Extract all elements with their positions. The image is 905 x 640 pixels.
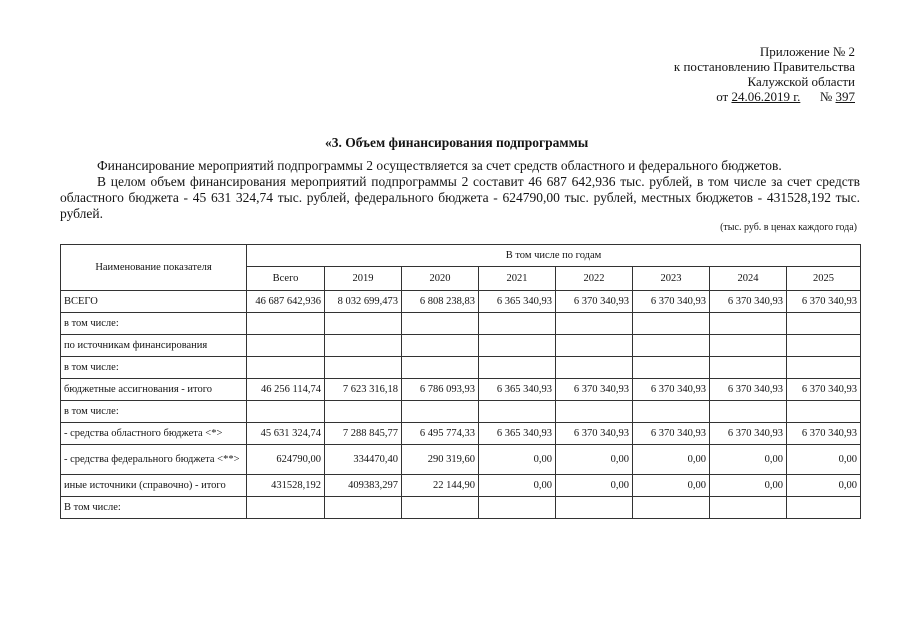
table-cell: 6 370 340,93 xyxy=(633,291,710,313)
header-col-5: 2023 xyxy=(633,267,710,291)
table-cell xyxy=(556,357,633,379)
table-cell: 6 786 093,93 xyxy=(402,379,479,401)
table-cell: 0,00 xyxy=(556,475,633,497)
table-cell: 0,00 xyxy=(787,475,861,497)
table-cell: 7 623 316,18 xyxy=(325,379,402,401)
table-cell: 7 288 845,77 xyxy=(325,423,402,445)
table-cell: 0,00 xyxy=(633,475,710,497)
table-row xyxy=(61,379,861,401)
table-cell: 6 370 340,93 xyxy=(556,423,633,445)
table-cell xyxy=(247,313,325,335)
table-cell xyxy=(633,313,710,335)
table-cell xyxy=(556,313,633,335)
table-cell: 6 370 340,93 xyxy=(710,379,787,401)
table-row xyxy=(61,497,861,519)
table-cell xyxy=(402,357,479,379)
unit-note: (тыс. руб. в ценах каждого года) xyxy=(720,222,857,233)
table-cell: 6 495 774,33 xyxy=(402,423,479,445)
table-cell: 6 365 340,93 xyxy=(479,423,556,445)
header-col-3: 2021 xyxy=(479,267,556,291)
decree-number: 397 xyxy=(835,89,855,104)
table-row xyxy=(61,423,861,445)
row-label: - средства федерального бюджета <**> xyxy=(61,445,247,475)
appendix-decree: к постановлению Правительства xyxy=(673,59,855,74)
row-label: в том числе: xyxy=(61,357,247,379)
row-label: - средства областного бюджета <*> xyxy=(61,423,247,445)
header-col-4: 2022 xyxy=(556,267,633,291)
table-cell: 0,00 xyxy=(556,445,633,475)
table-cell: 6 370 340,93 xyxy=(556,379,633,401)
table-cell xyxy=(325,401,402,423)
table-cell xyxy=(247,401,325,423)
row-label: В том числе: xyxy=(61,497,247,519)
table-cell xyxy=(633,497,710,519)
table-cell xyxy=(710,357,787,379)
table-cell: 0,00 xyxy=(710,445,787,475)
decree-date: 24.06.2019 г. xyxy=(731,89,801,104)
table-row xyxy=(61,335,861,357)
table-cell xyxy=(325,313,402,335)
table-row xyxy=(61,357,861,379)
table-cell xyxy=(787,357,861,379)
table-cell xyxy=(556,401,633,423)
table-cell: 6 365 340,93 xyxy=(479,291,556,313)
table-cell xyxy=(710,401,787,423)
row-label: по источникам финансирования xyxy=(61,335,247,357)
header-col-6: 2024 xyxy=(710,267,787,291)
table-cell: 0,00 xyxy=(479,445,556,475)
table-cell xyxy=(633,335,710,357)
table-row xyxy=(61,475,861,497)
table-row xyxy=(61,401,861,423)
table-cell xyxy=(787,335,861,357)
table-cell: 334470,40 xyxy=(325,445,402,475)
table-cell: 6 808 238,83 xyxy=(402,291,479,313)
table-cell xyxy=(710,313,787,335)
table-row xyxy=(61,445,861,475)
table-cell xyxy=(479,313,556,335)
financing-table xyxy=(60,244,861,519)
table-cell: 22 144,90 xyxy=(402,475,479,497)
table-cell xyxy=(479,335,556,357)
date-prefix: от xyxy=(716,89,729,104)
table-cell xyxy=(556,335,633,357)
paragraph-financing-sources: Финансирование мероприятий подпрограммы 2 осуществляется за счет средств областного и федерального бюджетов. xyxy=(97,158,782,173)
table-cell: 290 319,60 xyxy=(402,445,479,475)
table-cell xyxy=(402,401,479,423)
table-cell: 6 365 340,93 xyxy=(479,379,556,401)
table-cell xyxy=(402,335,479,357)
table-cell xyxy=(633,401,710,423)
table-cell: 46 256 114,74 xyxy=(247,379,325,401)
table-cell xyxy=(479,497,556,519)
table-cell xyxy=(710,497,787,519)
table-cell: 6 370 340,93 xyxy=(787,291,861,313)
table-cell: 431528,192 xyxy=(247,475,325,497)
table-cell: 624790,00 xyxy=(247,445,325,475)
table-cell xyxy=(710,335,787,357)
table-cell xyxy=(402,497,479,519)
table-cell: 6 370 340,93 xyxy=(710,291,787,313)
table-cell: 0,00 xyxy=(479,475,556,497)
header-years-group: В том числе по годам xyxy=(247,245,861,267)
header-col-1: 2019 xyxy=(325,267,402,291)
paragraph-financing-total: В целом объем финансирования мероприятий подпрограммы 2 составит 46 687 642,936 тыс. рублей, в том числе за счет средств областного бюджета - 45 631 324,74 тыс. рублей, федерального бюджета - 624790,00 тыс. рублей, местных бюджетов - 431528,192 тыс. рублей. xyxy=(60,174,860,221)
header-col-2: 2020 xyxy=(402,267,479,291)
table-cell: 8 032 699,473 xyxy=(325,291,402,313)
table-cell: 46 687 642,936 xyxy=(247,291,325,313)
table-cell xyxy=(787,401,861,423)
table-cell xyxy=(247,497,325,519)
appendix-date-line xyxy=(595,89,855,104)
table-cell: 6 370 340,93 xyxy=(710,423,787,445)
table-cell: 409383,297 xyxy=(325,475,402,497)
appendix-title: Приложение № 2 xyxy=(759,44,855,59)
table-cell xyxy=(479,401,556,423)
table-cell xyxy=(247,357,325,379)
table-row xyxy=(61,313,861,335)
row-label: иные источники (справочно) - итого xyxy=(61,475,247,497)
table-cell xyxy=(633,357,710,379)
table-cell: 0,00 xyxy=(633,445,710,475)
appendix-region: Калужской области xyxy=(747,74,855,89)
table-cell xyxy=(787,313,861,335)
table-row xyxy=(61,291,861,313)
table-cell xyxy=(325,497,402,519)
table-cell: 45 631 324,74 xyxy=(247,423,325,445)
table-cell xyxy=(787,497,861,519)
row-label: ВСЕГО xyxy=(61,291,247,313)
appendix-block xyxy=(595,44,855,104)
row-label: в том числе: xyxy=(61,313,247,335)
row-label: в том числе: xyxy=(61,401,247,423)
section-heading: «3. Объем финансирования подпрограммы xyxy=(325,135,589,150)
table-cell xyxy=(402,313,479,335)
table-cell xyxy=(556,497,633,519)
table-cell xyxy=(325,357,402,379)
row-label: бюджетные ассигнования - итого xyxy=(61,379,247,401)
table-cell: 6 370 340,93 xyxy=(556,291,633,313)
table-cell xyxy=(479,357,556,379)
table-cell: 6 370 340,93 xyxy=(633,423,710,445)
header-col-7: 2025 xyxy=(787,267,861,291)
table-cell xyxy=(325,335,402,357)
table-cell: 6 370 340,93 xyxy=(787,379,861,401)
table-cell: 0,00 xyxy=(787,445,861,475)
header-col-0: Всего xyxy=(247,267,325,291)
table-cell: 0,00 xyxy=(710,475,787,497)
table-cell xyxy=(247,335,325,357)
table-cell: 6 370 340,93 xyxy=(787,423,861,445)
table-cell: 6 370 340,93 xyxy=(633,379,710,401)
header-indicator-name: Наименование показателя xyxy=(61,245,247,291)
number-prefix: № xyxy=(819,89,833,104)
